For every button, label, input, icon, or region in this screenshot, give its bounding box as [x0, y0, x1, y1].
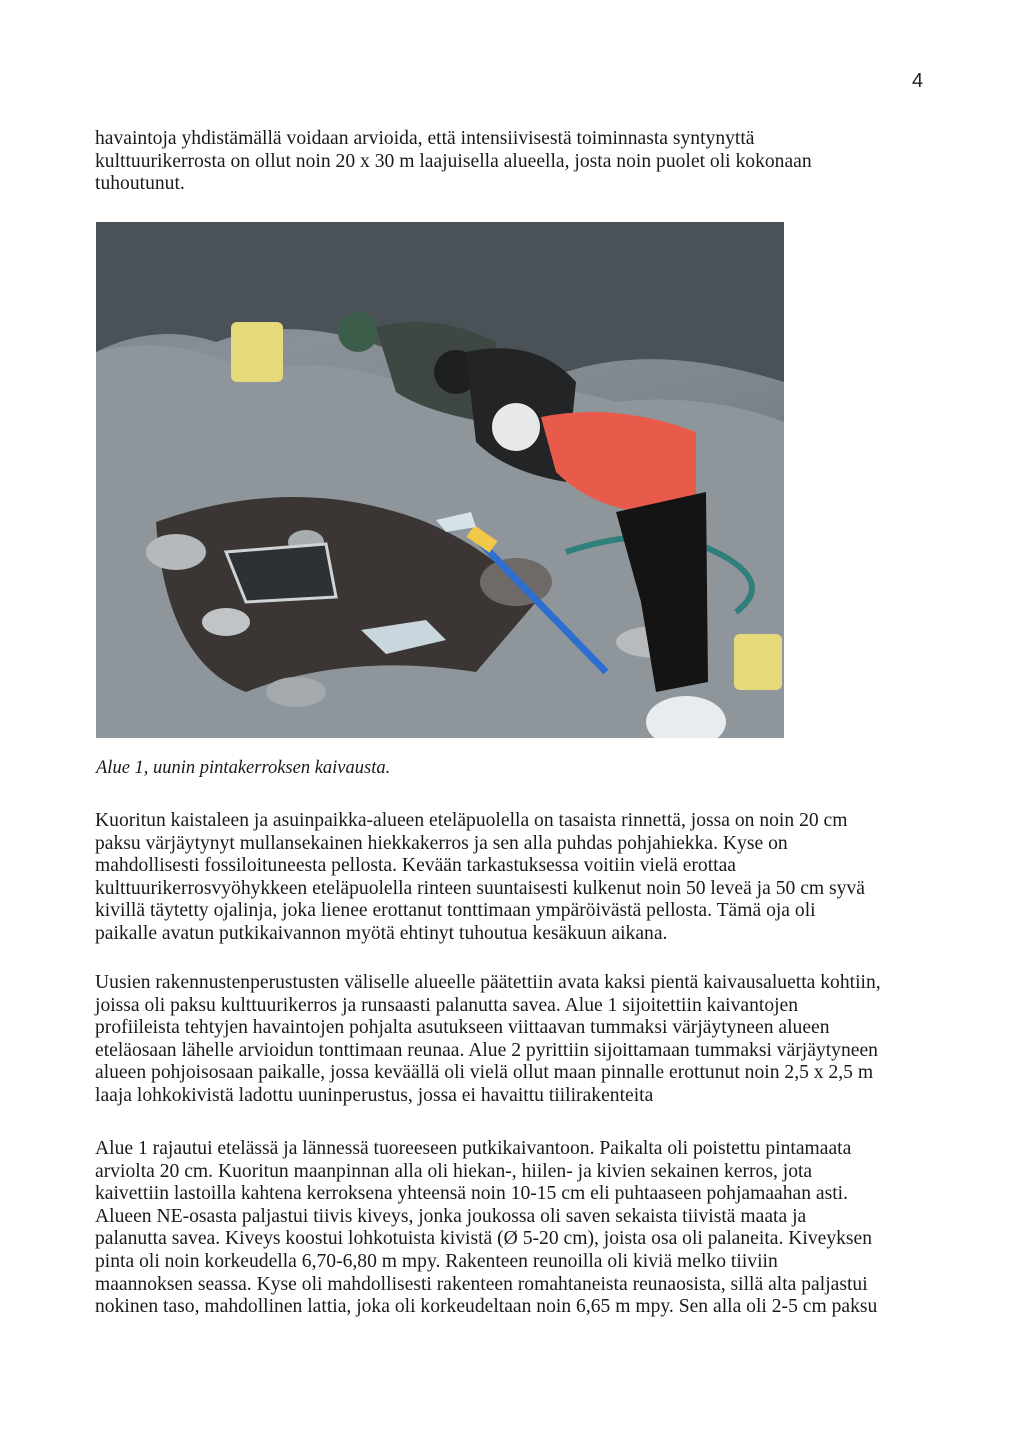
text-line: laaja lohkokivistä ladottu uuninperustus, jossa ei havaittu tiilirakenteita — [95, 1084, 654, 1106]
text-line: kulttuurikerrosvyöhykkeen eteläpuolella rinteen suuntaisesti kulkenut noin 50 leveä ja 50 cm syvä — [95, 877, 865, 899]
excavation-photo — [96, 222, 784, 738]
bucket-shape — [231, 322, 283, 382]
body-paragraph — [95, 1138, 935, 1319]
text-line: paksu värjäytynyt mullansekainen hiekkakerros ja sen alla puhdas pohjahiekka. Kyse on — [95, 832, 788, 854]
text-line: profiileista tehtyjen havaintojen pohjalta asutukseen viittaavan tummaksi värjäytyneen alueen — [95, 1017, 830, 1039]
person-head-shape — [338, 312, 378, 352]
person-head-shape — [492, 403, 540, 451]
text-line: joissa oli paksu kulttuurikerros ja runsaasti palanutta savea. Alue 1 sijoitettiin kaivantojen — [95, 994, 799, 1016]
stone-shape — [266, 677, 326, 707]
text-line: Alueen NE-osasta paljastui tiivis kiveys, jonka joukossa oli saven sekaista tiivistä maata ja — [95, 1205, 807, 1227]
text-line: Kuoritun kaistaleen ja asuinpaikka-alueen eteläpuolella on tasaista rinnettä, jossa on noin 20 cm — [95, 810, 848, 831]
text-line: paikalle avatun putkikaivannon myötä ehtinyt tuhoutua kesäkuun aikana. — [95, 922, 668, 944]
text-line: alueen pohjoisosaan paikalle, jossa keväällä oli vielä ollut maan pinnalle erottunut noin 2,5 x 2,5 m — [95, 1062, 874, 1084]
text-line: mahdollisesti fossiloituneesta pellosta. Kevään tarkastuksessa voitiin vielä erottaa — [95, 855, 736, 877]
intro-paragraph — [95, 128, 935, 196]
body-paragraph — [95, 972, 935, 1108]
page-number: 4 — [912, 70, 924, 92]
bucket-shape — [734, 634, 782, 690]
stone-shape — [146, 534, 206, 570]
tray-shape — [226, 544, 336, 602]
text-line: kivillä täytetty ojalinja, joka lienee erottanut tonttimaan ympäröivästä pellosta. Tämä oja oli — [95, 900, 816, 922]
body-paragraph — [95, 810, 935, 946]
stone-shape — [202, 608, 250, 636]
text-line: tuhoutunut. — [95, 173, 185, 195]
photo-caption: Alue 1, uunin pintakerroksen kaivausta. — [96, 758, 391, 778]
text-line: havaintoja yhdistämällä voidaan arvioida, että intensiivisestä toiminnasta syntynyttä — [95, 128, 755, 149]
text-line: pinta oli noin korkeudella 6,70-6,80 m mpy. Rakenteen reunoilla oli kiviä melko tiiviin — [95, 1250, 778, 1272]
text-line: arviolta 20 cm. Kuoritun maanpinnan alla oli hiekan-, hiilen- ja kivien sekainen kerros, jota — [95, 1160, 813, 1182]
text-line: kulttuurikerrosta on ollut noin 20 x 30 m laajuisella alueella, josta noin puolet oli kokonaan — [95, 150, 812, 172]
text-line: nokinen taso, mahdollinen lattia, joka oli korkeudeltaan noin 6,65 m mpy. Sen alla oli 2-5 cm paksu — [95, 1296, 878, 1318]
text-line: Uusien rakennustenperustusten väliselle alueelle päätettiin avata kaksi pientä kaivausaluetta kohtiin, — [95, 972, 881, 993]
text-line: kaivettiin lastoilla kahtena kerroksena yhteensä noin 10-15 cm eli puhtaaseen pohjamaahan asti. — [95, 1183, 849, 1205]
text-line: palanutta savea. Kiveys koostui lohkotuista kivistä (Ø 5-20 cm), joista osa oli palaneita. Kiveyksen — [95, 1228, 873, 1250]
text-line: Alue 1 rajautui etelässä ja lännessä tuoreeseen putkikaivantoon. Paikalta oli poistettu pintamaata — [95, 1138, 852, 1159]
excavation-photo-illustration — [96, 222, 784, 738]
text-line: maannoksen seassa. Kyse oli mahdollisesti rakenteen romahtaneista reunaosista, sillä alta paljastui — [95, 1273, 868, 1295]
text-line: eteläosaan lähelle arvioidun tonttimaan reunaa. Alue 2 pyrittiin sijoittamaan tummaksi värjäytyneen — [95, 1039, 878, 1061]
